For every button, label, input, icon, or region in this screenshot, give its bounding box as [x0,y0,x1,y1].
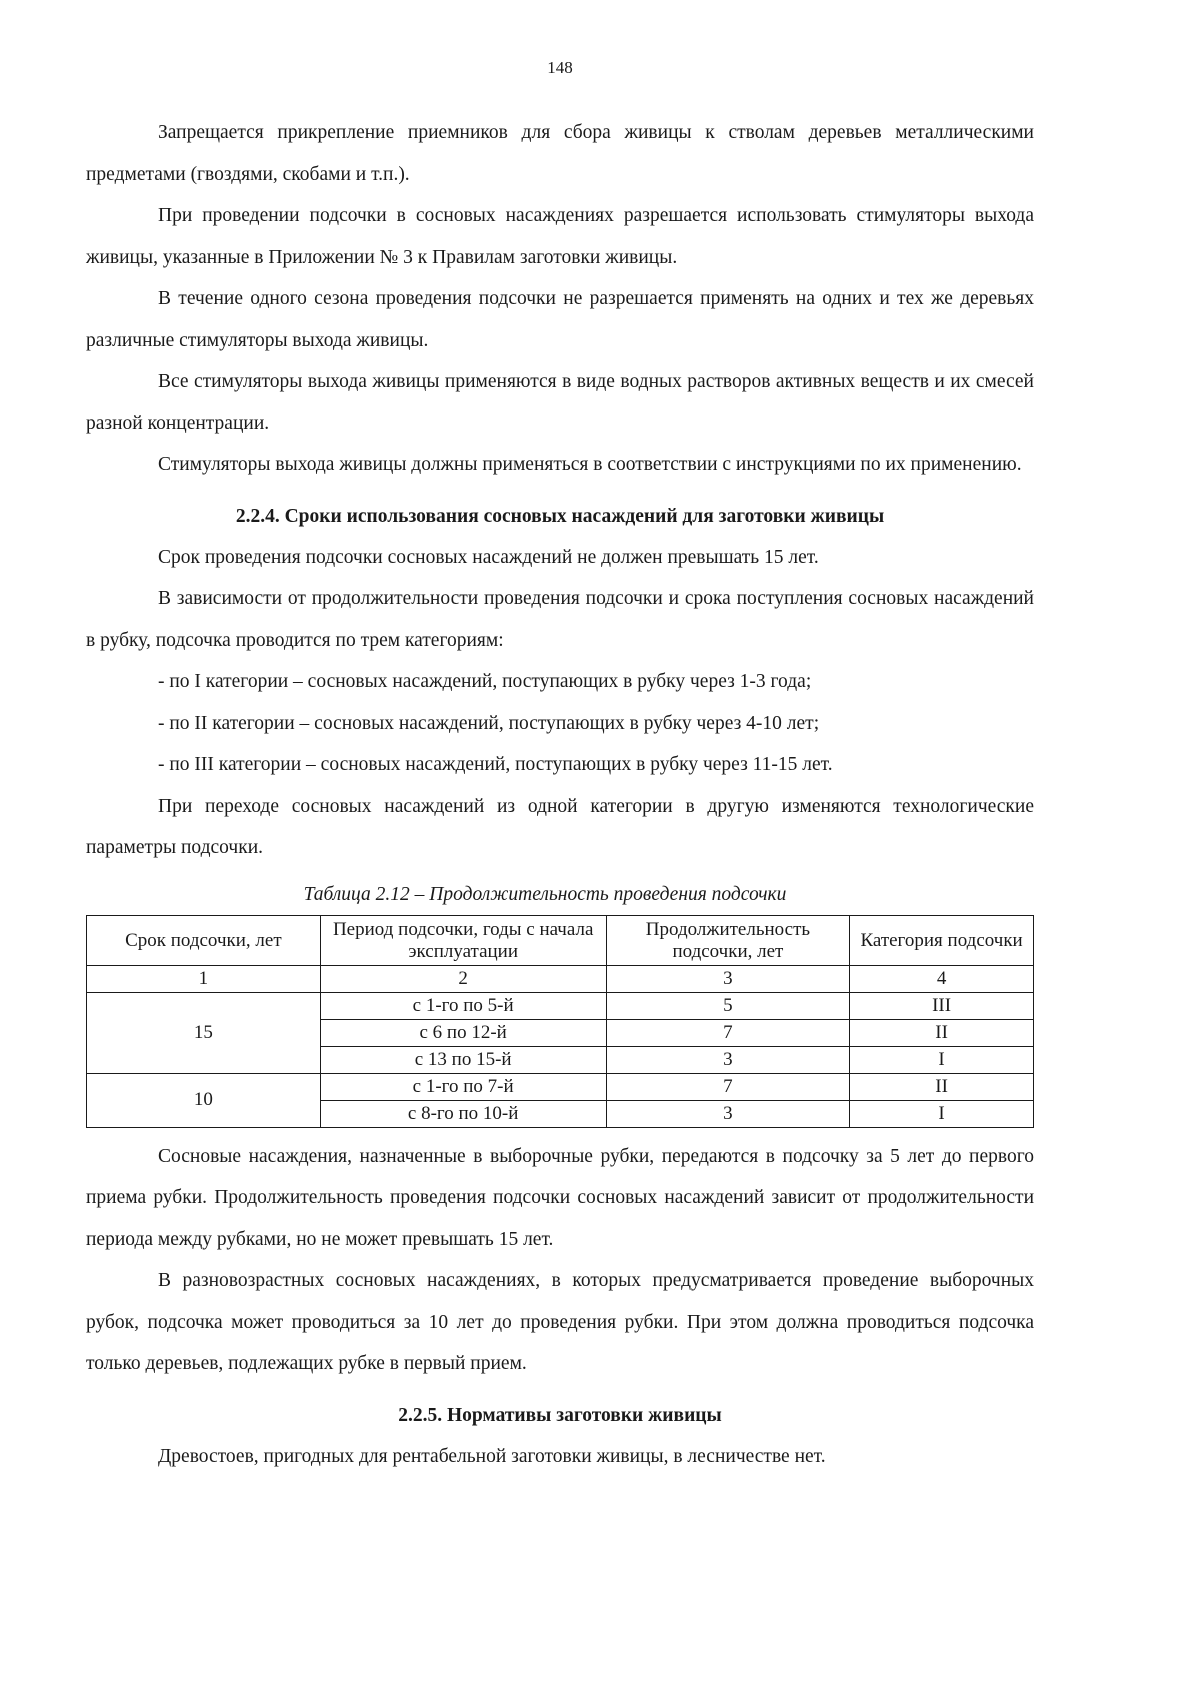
post-table-text [86,1136,1034,1385]
list-item: - по I категории – сосновых насаждений, поступающих в рубку через 1-3 года; [158,671,812,692]
table-cell: с 1-го по 7-й [320,1073,606,1100]
paragraph: Запрещается прикрепление приемников для сбора живицы к стволам деревьев металлическими предметами (гвоздями, скобами и т.п.). [86,122,1034,185]
paragraph: Сосновые насаждения, назначенные в выборочные рубки, передаются в подсочку за 5 лет до первого приема рубки. Продолжительность проведения подсочки сосновых насаждений зависит от продолжительности периода между рубками, но не может превышать 15 лет. [86,1145,1034,1250]
table-cell: 5 [606,992,850,1019]
table-cell: 3 [606,1100,850,1127]
paragraph: При проведении подсочки в сосновых насаждениях разрешается использовать стимуляторы выхода живицы, указанные в Приложении № 3 к Правилам заготовки живицы. [86,205,1034,268]
table-cell: I [850,1100,1034,1127]
table-cell: с 8-го по 10-й [320,1100,606,1127]
table-cell: III [850,992,1034,1019]
paragraph: При переходе сосновых насаждений из одной категории в другую изменяются технологические параметры подсочки. [86,795,1034,858]
table-cell: с 1-го по 5-й [320,992,606,1019]
table-cell: II [850,1073,1034,1100]
table-cell-term: 10 [87,1073,321,1127]
table-row [87,992,1034,1019]
column-header: Категория подсочки [850,915,1034,965]
table-cell: 1 [87,965,321,992]
table-cell: 3 [606,1046,850,1073]
tapping-duration-table [86,915,1034,1128]
table-cell: с 13 по 15-й [320,1046,606,1073]
paragraph: В разновозрастных сосновых насаждениях, в которых предусматривается проведение выборочных рубок, подсочка может проводиться за 10 лет до проведения рубки. При этом должна проводиться подсочка только деревьев, подлежащих рубке в первый прием. [86,1270,1034,1374]
table-caption: Таблица 2.12 – Продолжительность проведения подсочки [303,883,787,905]
table-cell: 7 [606,1019,850,1046]
paragraph: В зависимости от продолжительности проведения подсочки и срока поступления сосновых насаждений в рубку, подсочка проводится по трем категориям: [86,588,1034,651]
table-cell: II [850,1019,1034,1046]
table-cell: 3 [606,965,850,992]
paragraph: Древостоев, пригодных для рентабельной заготовки живицы, в лесничестве нет. [158,1445,826,1467]
column-header: Срок подсочки, лет [87,915,321,965]
paragraph: В течение одного сезона проведения подсочки не разрешается применять на одних и тех же деревьях различные стимуляторы выхода живицы. [86,288,1034,351]
table-cell-term: 15 [87,992,321,1073]
paragraph: Срок проведения подсочки сосновых насаждений не должен превышать 15 лет. [158,546,819,568]
table-cell: I [850,1046,1034,1073]
table-row [87,1073,1034,1100]
table-header-row [87,915,1034,965]
page-number: 148 [547,58,573,77]
paragraph: Стимуляторы выхода живицы должны применяться в соответствии с инструкциями по их применению. [158,454,1022,475]
paragraph: Все стимуляторы выхода живицы применяются в виде водных растворов активных веществ и их смесей разной концентрации. [86,371,1034,434]
table-cell: 2 [320,965,606,992]
column-header: Период подсочки, годы с начала эксплуатации [320,915,606,965]
list-item: - по III категории – сосновых насаждений, поступающих в рубку через 11-15 лет. [158,754,833,775]
column-header: Продолжительность подсочки, лет [606,915,850,965]
table-cell: 4 [850,965,1034,992]
table-cell: с 6 по 12-й [320,1019,606,1046]
table-numbering-row [87,965,1034,992]
section-heading-2-2-4: 2.2.4. Сроки использования сосновых насаждений для заготовки живицы [235,505,885,527]
list-item: - по II категории – сосновых насаждений, поступающих в рубку через 4-10 лет; [158,712,820,734]
page-body [86,112,1034,1477]
section-heading-2-2-5: 2.2.5. Нормативы заготовки живицы [398,1404,722,1426]
table-cell: 7 [606,1073,850,1100]
